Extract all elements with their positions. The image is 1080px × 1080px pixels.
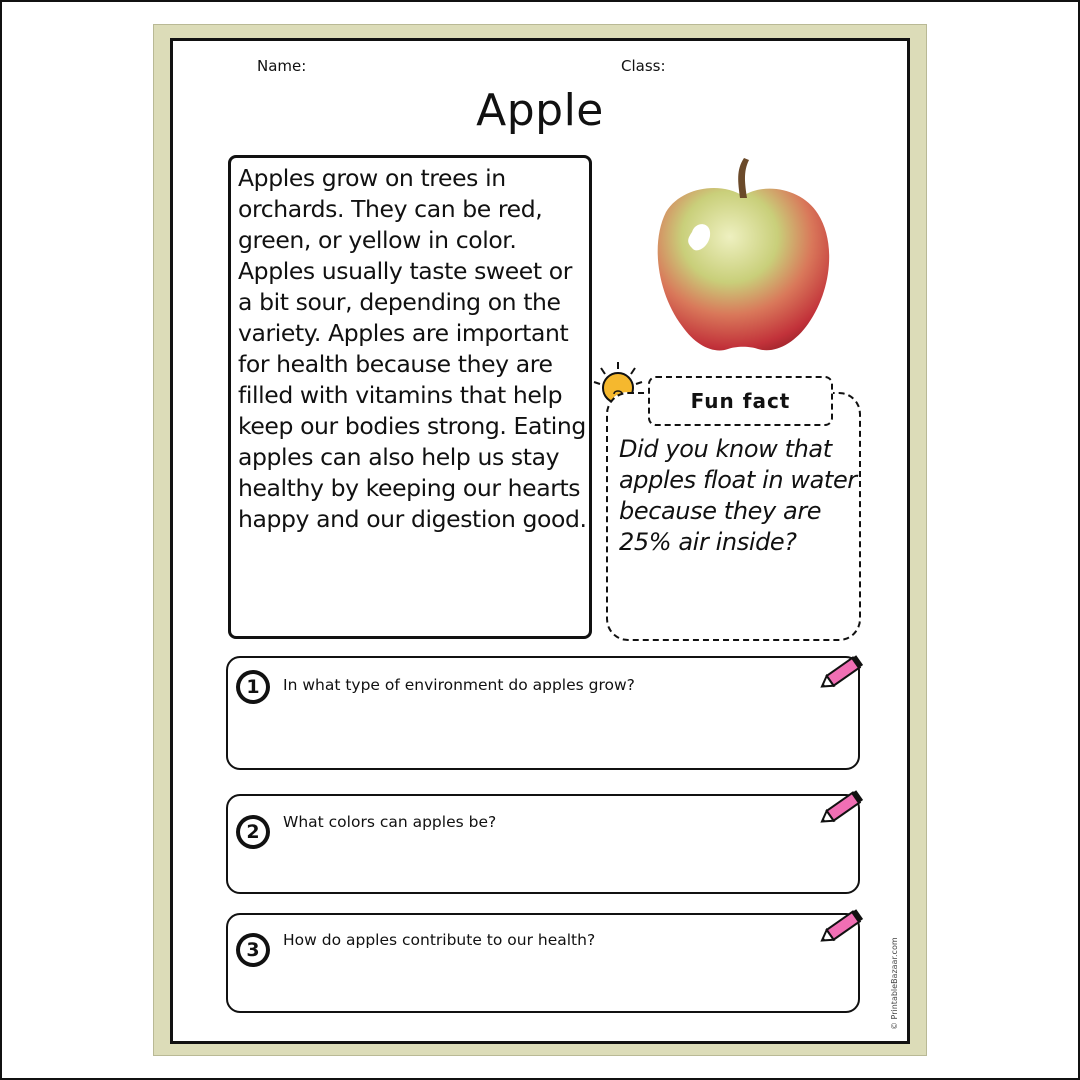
class-label: Class: xyxy=(621,57,666,75)
fun-fact-text: Did you know that apples float in water because they are 25% air inside? xyxy=(619,435,857,556)
pencil-icon xyxy=(818,785,868,831)
fun-fact-title: Fun fact xyxy=(690,389,791,413)
pencil-icon xyxy=(818,904,868,950)
question-number-2: 2 xyxy=(236,815,270,849)
passage-text: Apples grow on trees in orchards. They can be red, green, or yellow in color. Apples usually taste sweet or a bit sour, depending on the variety. Apples are important for health because they are filled with vitamins that help keep our bodies strong. Eating apples can also help us stay healthy by keeping our hearts happy and our digestion good. xyxy=(238,164,587,533)
question-text-2: What colors can apples be? xyxy=(283,813,497,831)
apple-image xyxy=(652,154,834,356)
name-label: Name: xyxy=(257,57,307,75)
question-number-1: 1 xyxy=(236,670,270,704)
question-number-3: 3 xyxy=(236,933,270,967)
copyright-text: © PrintableBazaar.com xyxy=(890,937,899,1030)
page-title: Apple xyxy=(476,85,604,136)
question-text-3: How do apples contribute to our health? xyxy=(283,931,596,949)
fun-fact-title-box xyxy=(648,376,833,426)
question-text-1: In what type of environment do apples grow? xyxy=(283,676,635,694)
pencil-icon xyxy=(818,650,868,696)
answer-box-1[interactable] xyxy=(226,656,860,770)
answer-box-2[interactable] xyxy=(226,794,860,894)
answer-box-3[interactable] xyxy=(226,913,860,1013)
